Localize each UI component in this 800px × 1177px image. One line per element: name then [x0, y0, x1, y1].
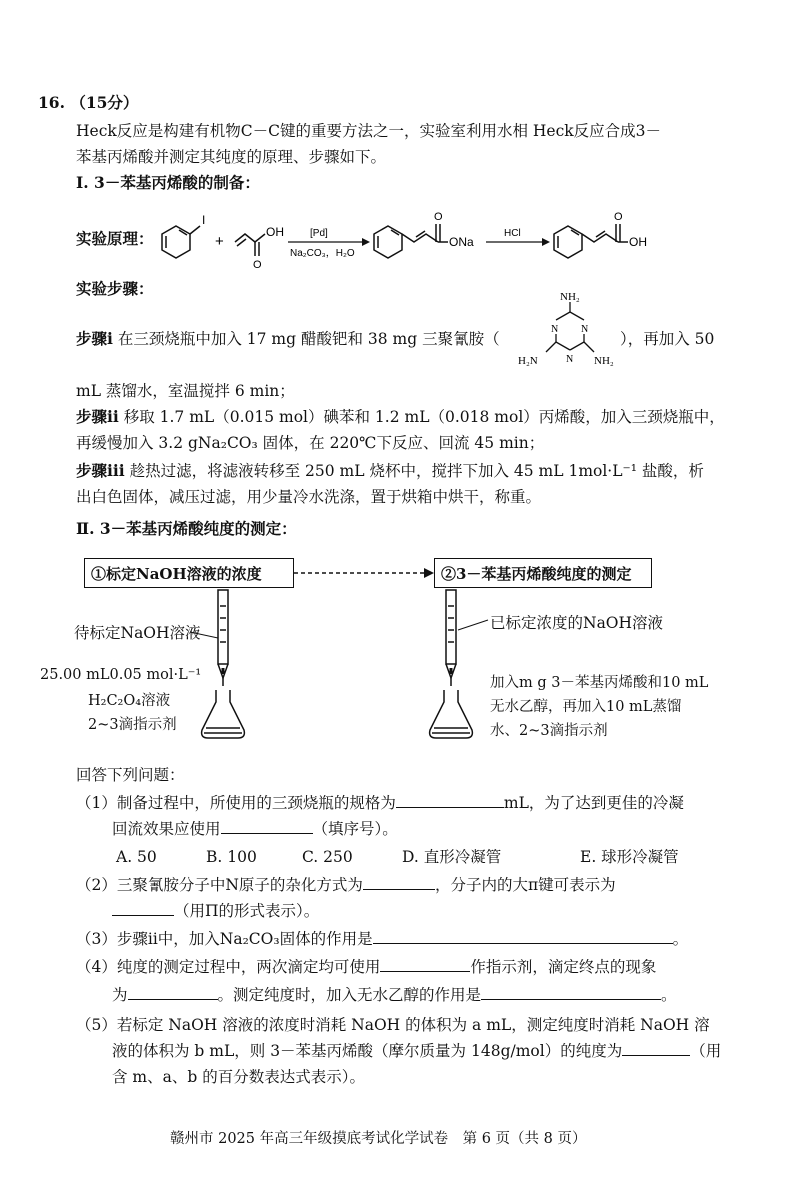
- q4-text-c: 为: [112, 986, 128, 1004]
- q5-line2: [112, 1040, 721, 1062]
- q1-option-d: D. 直形冷凝管: [402, 848, 502, 866]
- step-i-line2: mL 蒸馏水，室温搅拌 6 min；: [76, 382, 295, 400]
- iodine-label: I: [202, 213, 206, 227]
- melamine-n-left: N: [551, 324, 559, 335]
- left-burette-label: 待标定NaOH溶液: [74, 624, 201, 642]
- melamine-nh2-top: NH₂: [560, 291, 580, 303]
- melamine-n-right: N: [581, 324, 589, 335]
- q2-line1: [76, 874, 616, 896]
- q3-text-a: （3）步骤ⅱ中，加入Na₂CO₃固体的作用是: [76, 930, 373, 948]
- o-label-1: O: [253, 259, 262, 271]
- q1-line1: [76, 792, 684, 814]
- conditions-label: Na₂CO₃，H₂O: [290, 248, 355, 259]
- q5-line3: 含 m、a、b 的百分数表达式表示）。: [112, 1068, 365, 1086]
- q4-line2: [112, 984, 677, 1006]
- q4-blank-3[interactable]: [481, 985, 661, 1000]
- q1-option-c: C. 250: [302, 848, 353, 866]
- q1-option-a: A. 50: [116, 848, 157, 866]
- q5-text-b: 液的体积为 b mL，则 3－苯基丙烯酸（摩尔质量为 148g/mol）的纯度为: [112, 1042, 623, 1060]
- q4-line1: [76, 956, 656, 978]
- q4-text-a: （4）纯度的测定过程中，两次滴定均可使用: [76, 958, 381, 976]
- step-ii: [76, 406, 725, 428]
- right-titration-apparatus: [424, 590, 484, 750]
- q1-text-d: （填序号）。: [312, 820, 398, 838]
- step-iii-line2: 出白色固体，减压过滤，用少量冷水洗涤，置于烘箱中烘干，称重。: [76, 488, 542, 506]
- left-flask-line1: 25.00 mL0.05 mol·L⁻¹: [40, 667, 202, 683]
- part2-title: Ⅱ. 3－苯基丙烯酸纯度的测定：: [76, 519, 297, 538]
- steps-label: 实验步骤：: [76, 279, 154, 298]
- svg-text:+: +: [215, 233, 224, 250]
- step-i-end: ），再加入 50: [620, 330, 715, 348]
- answer-prompt: 回答下列问题：: [76, 766, 185, 784]
- part1-title: Ⅰ. 3－苯基丙烯酸的制备：: [76, 173, 260, 192]
- left-pointer: [190, 630, 220, 642]
- q2-blank-1[interactable]: [363, 875, 435, 890]
- q4-blank-1[interactable]: [380, 957, 470, 972]
- q3-blank[interactable]: [373, 929, 673, 944]
- right-flask-line2: 无水乙醇，再加入10 mL蒸馏: [490, 699, 682, 715]
- left-flask-line2: H₂C₂O₄溶液: [88, 693, 171, 709]
- q5-line1: （5）若标定 NaOH 溶液的浓度时消耗 NaOH 的体积为 a mL，测定纯度时消耗 NaOH 溶: [76, 1016, 710, 1034]
- question-number: 16. （15分）: [38, 93, 139, 112]
- step-i-text: 在三颈烧瓶中加入 17 mg 醋酸钯和 38 mg 三聚氰胺（: [117, 330, 500, 348]
- step-iii-text: 趁热过滤，将滤液转移至 250 mL 烧杯中，搅拌下加入 45 mL 1mol·L⁻¹ 盐酸，析: [129, 462, 704, 480]
- q4-blank-2[interactable]: [128, 985, 218, 1000]
- q5-text-c: （用: [690, 1042, 722, 1060]
- q2-text-c: （用Π的形式表示）。: [174, 902, 320, 920]
- sodium-cinnamate-structure: [374, 224, 448, 258]
- melamine-n-bottom: N: [566, 354, 574, 365]
- intro-line-2: 苯基丙烯酸并测定其纯度的原理、步骤如下。: [76, 148, 387, 166]
- q1-text-a: （1）制备过程中，所使用的三颈烧瓶的规格为: [76, 794, 396, 812]
- q1-text-b: mL，为了达到更佳的冷凝: [503, 794, 684, 812]
- catalyst-label: [Pd]: [310, 228, 328, 239]
- melamine-structure: [512, 290, 632, 370]
- q1-blank-1[interactable]: [396, 793, 504, 808]
- o-label-3: O: [614, 211, 623, 223]
- oh-label-2: OH: [629, 235, 647, 249]
- q2-text-b: ，分子内的大π键可表示为: [434, 876, 616, 894]
- q2-text-a: （2）三聚氰胺分子中N原子的杂化方式为: [76, 876, 363, 894]
- oh-label-1: OH: [266, 225, 284, 239]
- ona-label: ONa: [449, 235, 474, 249]
- right-flask-line3: 水、2~3滴指示剂: [490, 723, 608, 739]
- melamine-nh2-right: NH₂: [594, 355, 614, 367]
- step-ii-line2: 再缓慢加入 3.2 gNa₂CO₃ 固体，在 220℃下反应、回流 45 min；: [76, 434, 545, 452]
- q3-text-b: 。: [672, 930, 689, 948]
- q2-blank-2[interactable]: [112, 901, 174, 916]
- left-titration-apparatus: [196, 590, 256, 750]
- step-i-label: 步骤ⅰ: [76, 329, 113, 348]
- q3-line: [76, 928, 688, 950]
- q1-text-c: 回流效果应使用: [112, 820, 221, 838]
- step-iii: [76, 460, 704, 482]
- step-ii-text: 移取 1.7 mL（0.015 mol）碘苯和 1.2 mL（0.018 mol）丙烯酸，加入三颈烧瓶中，: [123, 408, 725, 426]
- q2-line2: [112, 900, 319, 922]
- q4-text-e: 。: [661, 986, 677, 1004]
- acrylic-acid-structure: [235, 234, 265, 256]
- step-ii-label: 步骤ⅱ: [76, 407, 119, 426]
- step-i: [76, 328, 500, 350]
- q4-text-d: 。测定纯度时，加入无水乙醇的作用是: [217, 986, 482, 1004]
- intro-line-1: Heck反应是构建有机物C－C键的重要方法之一，实验室利用水相 Heck反应合成3－: [76, 122, 662, 140]
- q1-option-e: E. 球形冷凝管: [580, 848, 679, 866]
- left-flask-line3: 2~3滴指示剂: [88, 717, 177, 733]
- cinnamic-acid-structure: [554, 224, 628, 258]
- q1-blank-2[interactable]: [221, 819, 313, 834]
- q5-blank[interactable]: [622, 1041, 690, 1056]
- principle-label: 实验原理：: [76, 229, 154, 248]
- dashed-arrow: [294, 567, 434, 579]
- right-flask-line1: 加入m g 3－苯基丙烯酸和10 mL: [490, 675, 709, 691]
- q1-line2: [112, 818, 398, 840]
- right-burette-label: 已标定浓度的NaOH溶液: [490, 614, 664, 632]
- q1-option-b: B. 100: [206, 848, 257, 866]
- reaction-scheme: [150, 200, 710, 270]
- iodobenzene-structure: [162, 226, 200, 258]
- hcl-label: HCl: [504, 228, 521, 239]
- page-footer: 赣州市 2025 年高三年级摸底考试化学试卷 第 6 页（共 8 页）: [170, 1131, 587, 1147]
- step-iii-label: 步骤ⅲ: [76, 461, 125, 480]
- box-standardize: ①标定NaOH溶液的浓度: [84, 558, 294, 588]
- o-label-2: O: [434, 211, 443, 223]
- q4-text-b: 作指示剂，滴定终点的现象: [470, 958, 657, 976]
- box-purity: ②3－苯基丙烯酸纯度的测定: [434, 558, 652, 588]
- melamine-nh2-left: H₂N: [518, 355, 538, 367]
